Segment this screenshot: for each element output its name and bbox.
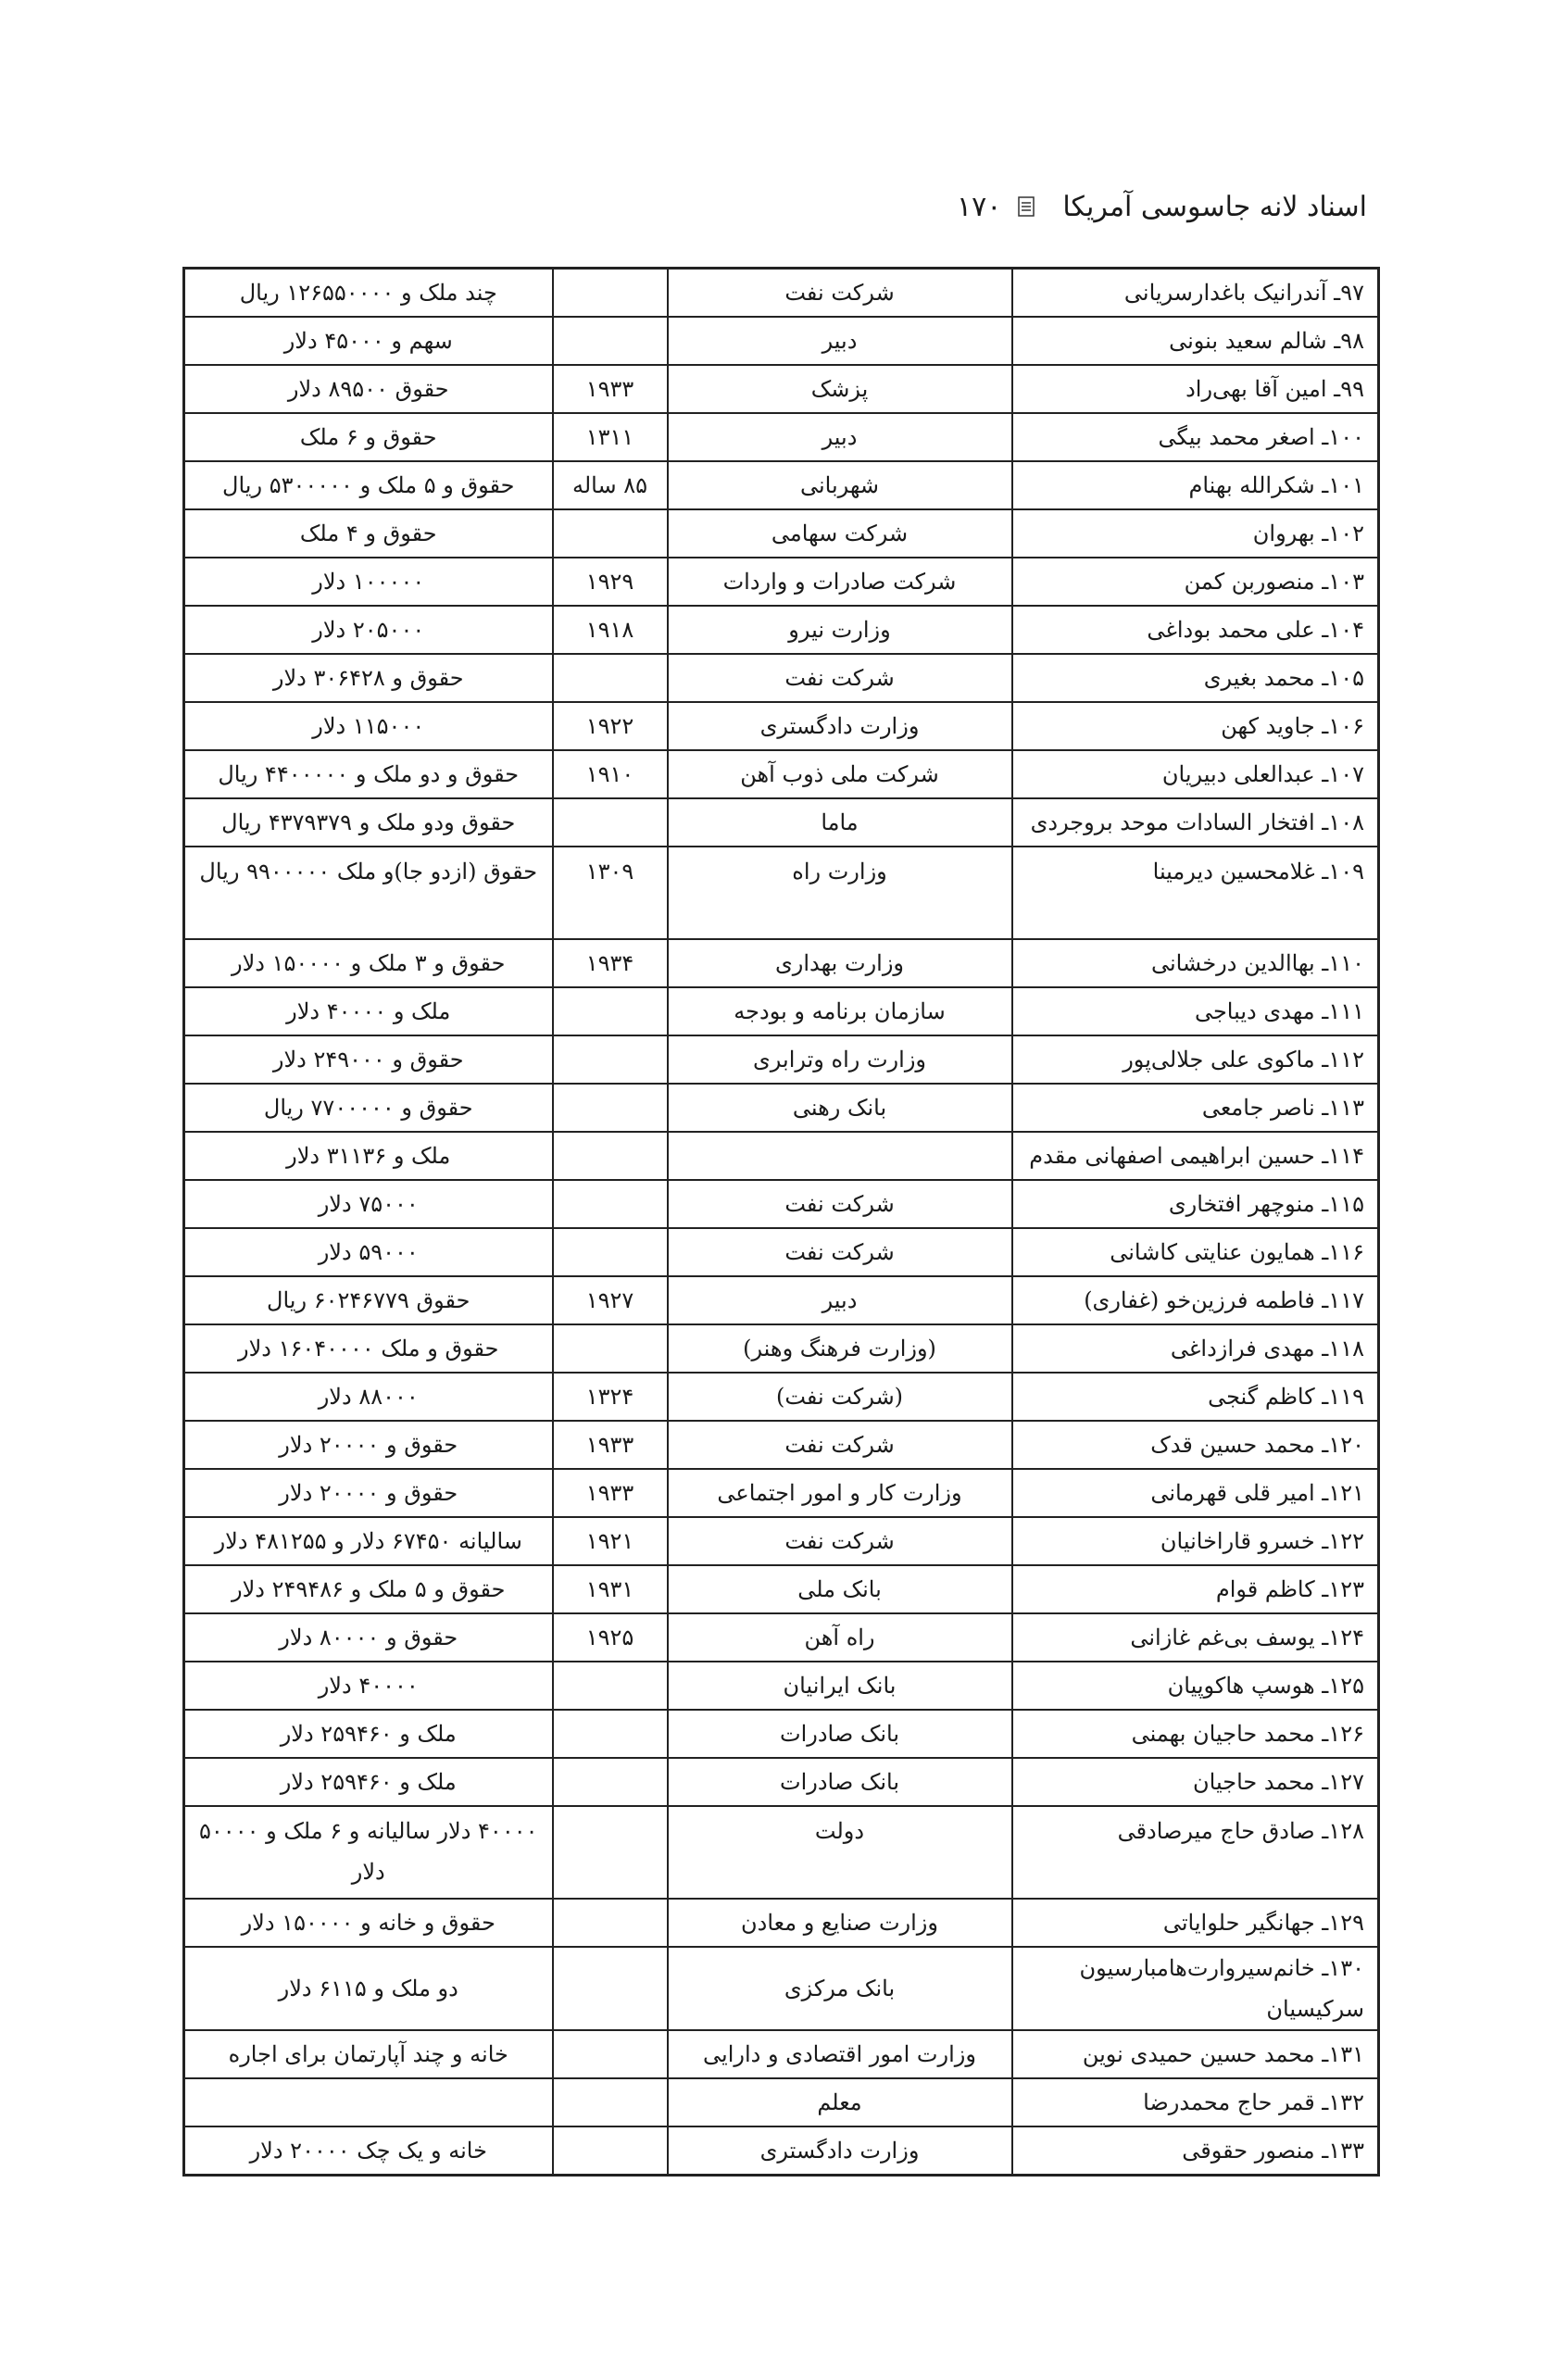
year-cell (553, 987, 668, 1035)
name-cell: ۱۱۶ـ همایون عنایتی کاشانی (1012, 1228, 1379, 1276)
name-cell: ۱۱۲ـ ماکوی علی جلالی‌پور (1012, 1035, 1379, 1084)
name-cell: ۱۲۰ـ محمد حسین قدک (1012, 1421, 1379, 1469)
name-cell: ۱۲۲ـ خسرو قاراخانیان (1012, 1517, 1379, 1565)
document-title: اسناد لانه جاسوسی آمریکا (1062, 190, 1367, 223)
assets-cell (184, 2078, 553, 2126)
organization-cell: وزارت صنایع و معادن (668, 1899, 1012, 1947)
organization-cell: شرکت ملی ذوب آهن (668, 750, 1012, 798)
table-row (184, 606, 1379, 654)
organization-cell: بانک رهنی (668, 1084, 1012, 1132)
name-cell: ۱۱۱ـ مهدی دیباجی (1012, 987, 1379, 1035)
table-row (184, 1180, 1379, 1228)
table-row (184, 269, 1379, 318)
year-cell (553, 509, 668, 558)
assets-cell: ۱۱۵۰۰۰ دلار (184, 702, 553, 750)
assets-cell: ۵۹۰۰۰ دلار (184, 1228, 553, 1276)
organization-cell: (شرکت نفت) (668, 1373, 1012, 1421)
organization-cell: وزارت کار و امور اجتماعی (668, 1469, 1012, 1517)
name-cell: ۱۰۷ـ عبدالعلی دبیریان (1012, 750, 1379, 798)
table-row (184, 1613, 1379, 1662)
table-row (184, 2030, 1379, 2078)
table-row (184, 1084, 1379, 1132)
table-row (184, 1132, 1379, 1180)
name-cell: ۱۲۳ـ کاظم قوام (1012, 1565, 1379, 1613)
table-row (184, 1373, 1379, 1421)
organization-cell: شرکت نفت (668, 1180, 1012, 1228)
assets-cell: ۴۰۰۰۰ دلار (184, 1662, 553, 1710)
assets-cell: ۴۰۰۰۰ دلار سالیانه و ۶ ملک و ۵۰۰۰۰ دلار (184, 1806, 553, 1899)
year-cell (553, 269, 668, 318)
organization-cell: شرکت نفت (668, 1421, 1012, 1469)
assets-cell: سالیانه ۶۷۴۵۰ دلار و ۴۸۱۲۵۵ دلار (184, 1517, 553, 1565)
assets-cell: حقوق و ۳ ملک و ۱۵۰۰۰۰ دلار (184, 939, 553, 987)
assets-cell: حقوق و ۲۰۰۰۰ دلار (184, 1421, 553, 1469)
organization-cell: شرکت نفت (668, 654, 1012, 702)
assets-cell: ملک و ۴۰۰۰۰ دلار (184, 987, 553, 1035)
table-row (184, 1035, 1379, 1084)
table-row (184, 1899, 1379, 1947)
table-row (184, 1324, 1379, 1373)
table-row (184, 750, 1379, 798)
table-row (184, 939, 1379, 987)
assets-cell: ملک و ۲۵۹۴۶۰ دلار (184, 1710, 553, 1758)
organization-cell: وزارت راه وترابری (668, 1035, 1012, 1084)
year-cell: ۱۹۲۵ (553, 1613, 668, 1662)
assets-cell: ملک و ۳۱۱۳۶ دلار (184, 1132, 553, 1180)
year-cell (553, 2126, 668, 2176)
year-cell: ۱۹۱۸ (553, 606, 668, 654)
assets-cell: حقوق و ۲۴۹۰۰۰ دلار (184, 1035, 553, 1084)
table-row (184, 509, 1379, 558)
table-row (184, 2126, 1379, 2176)
year-cell (553, 2030, 668, 2078)
name-cell: ۱۱۵ـ منوچهر افتخاری (1012, 1180, 1379, 1228)
records-table (182, 267, 1377, 2177)
year-cell (553, 1132, 668, 1180)
year-cell: ۱۳۰۹ (553, 847, 668, 939)
organization-cell: شرکت نفت (668, 269, 1012, 318)
year-cell (553, 1035, 668, 1084)
assets-cell: حقوق (ازدو جا)و ملک ۹۹۰۰۰۰۰ ریال (184, 847, 553, 939)
table-row (184, 1469, 1379, 1517)
year-cell: ۱۹۲۲ (553, 702, 668, 750)
page-number: ۱۷۰ (957, 190, 1002, 223)
assets-cell: ۱۰۰۰۰۰ دلار (184, 558, 553, 606)
assets-cell: دو ملک و ۶۱۱۵ دلار (184, 1947, 553, 2030)
table-row (184, 1421, 1379, 1469)
assets-cell: سهم و ۴۵۰۰۰ دلار (184, 317, 553, 365)
assets-cell: حقوق و ملک ۱۶۰۴۰۰۰۰ دلار (184, 1324, 553, 1373)
year-cell: ۱۹۳۴ (553, 939, 668, 987)
year-cell (553, 1228, 668, 1276)
assets-cell: ملک و ۲۵۹۴۶۰ دلار (184, 1758, 553, 1806)
organization-cell: شرکت نفت (668, 1517, 1012, 1565)
name-cell: ۱۳۲ـ قمر حاج محمدرضا (1012, 2078, 1379, 2126)
year-cell (553, 1899, 668, 1947)
table-row (184, 558, 1379, 606)
name-cell: ۱۲۵ـ هوسپ هاکوپیان (1012, 1662, 1379, 1710)
organization-cell: وزارت امور اقتصادی و دارایی (668, 2030, 1012, 2078)
name-cell: ۱۱۰ـ بهاالدین درخشانی (1012, 939, 1379, 987)
year-cell: ۱۳۱۱ (553, 413, 668, 461)
year-cell: ۱۹۲۹ (553, 558, 668, 606)
table-row (184, 1662, 1379, 1710)
name-cell: ۱۰۱ـ شکرالله بهنام (1012, 461, 1379, 509)
name-cell: ۱۲۷ـ محمد حاجیان (1012, 1758, 1379, 1806)
organization-cell: دبیر (668, 1276, 1012, 1324)
organization-cell (668, 1132, 1012, 1180)
table-row (184, 461, 1379, 509)
year-cell: ۱۹۲۷ (553, 1276, 668, 1324)
organization-cell: دبیر (668, 413, 1012, 461)
name-cell: ۹۸ـ شالم سعید بنونی (1012, 317, 1379, 365)
assets-cell: حقوق و ۷۷۰۰۰۰۰ ریال (184, 1084, 553, 1132)
name-cell: ۹۹ـ امین آقا بهی‌راد (1012, 365, 1379, 413)
assets-cell: حقوق و ۸۰۰۰۰ دلار (184, 1613, 553, 1662)
assets-cell: حقوق ۶۰۲۴۶۷۷۹ ریال (184, 1276, 553, 1324)
name-cell: ۱۳۰ـ خانم‌سیروارت‌هامبارسیون سرکیسیان (1012, 1947, 1379, 2030)
name-cell: ۱۰۴ـ علی محمد بوداغی (1012, 606, 1379, 654)
organization-cell: وزارت بهداری (668, 939, 1012, 987)
organization-cell: شهربانی (668, 461, 1012, 509)
name-cell: ۱۲۸ـ صادق حاج میرصادقی (1012, 1806, 1379, 1899)
name-cell: ۹۷ـ آندرانیک باغدارسریانی (1012, 269, 1379, 318)
table-row (184, 1228, 1379, 1276)
table-row (184, 1565, 1379, 1613)
name-cell: ۱۳۳ـ منصور حقوقی (1012, 2126, 1379, 2176)
name-cell: ۱۲۹ـ جهانگیر حلوایاتی (1012, 1899, 1379, 1947)
organization-cell: بانک ایرانیان (668, 1662, 1012, 1710)
year-cell (553, 1324, 668, 1373)
year-cell (553, 1947, 668, 2030)
table-row (184, 2078, 1379, 2126)
name-cell: ۱۰۲ـ بهروان (1012, 509, 1379, 558)
assets-cell: حقوق و دو ملک و ۴۴۰۰۰۰۰ ریال (184, 750, 553, 798)
organization-cell: وزارت دادگستری (668, 2126, 1012, 2176)
table-row (184, 1276, 1379, 1324)
organization-cell: دولت (668, 1806, 1012, 1899)
year-cell (553, 317, 668, 365)
table-row (184, 1710, 1379, 1758)
year-cell: ۱۹۳۳ (553, 365, 668, 413)
table-row (184, 413, 1379, 461)
name-cell: ۱۱۴ـ حسین ابراهیمی اصفهانی مقدم (1012, 1132, 1379, 1180)
table-row (184, 365, 1379, 413)
year-cell (553, 798, 668, 847)
assets-cell: حقوق و ۲۰۰۰۰ دلار (184, 1469, 553, 1517)
name-cell: ۱۱۷ـ فاطمه فرزین‌خو (غفاری) (1012, 1276, 1379, 1324)
year-cell (553, 1710, 668, 1758)
assets-cell: خانه و یک چک ۲۰۰۰۰ دلار (184, 2126, 553, 2176)
name-cell: ۱۱۸ـ مهدی فرازداغی (1012, 1324, 1379, 1373)
assets-cell: ۷۵۰۰۰ دلار (184, 1180, 553, 1228)
name-cell: ۱۲۱ـ امیر قلی قهرمانی (1012, 1469, 1379, 1517)
assets-cell: حقوق و خانه و ۱۵۰۰۰۰ دلار (184, 1899, 553, 1947)
name-cell: ۱۰۳ـ منصوربن کمن (1012, 558, 1379, 606)
organization-cell: دبیر (668, 317, 1012, 365)
organization-cell: شرکت نفت (668, 1228, 1012, 1276)
year-cell: ۱۹۳۱ (553, 1565, 668, 1613)
name-cell: ۱۰۶ـ جاوید کهن (1012, 702, 1379, 750)
assets-cell: حقوق و ۴ ملک (184, 509, 553, 558)
assets-cell: چند ملک و ۱۲۶۵۵۰۰۰۰ ریال (184, 269, 553, 318)
name-cell: ۱۰۸ـ افتخار السادات موحد بروجردی (1012, 798, 1379, 847)
assets-cell: حقوق و ۵ ملک و ۲۴۹۴۸۶ دلار (184, 1565, 553, 1613)
year-cell: ۱۹۳۳ (553, 1469, 668, 1517)
name-cell: ۱۰۰ـ اصغر محمد بیگی (1012, 413, 1379, 461)
organization-cell: ماما (668, 798, 1012, 847)
organization-cell: وزارت دادگستری (668, 702, 1012, 750)
organization-cell: شرکت صادرات و واردات (668, 558, 1012, 606)
organization-cell: وزارت راه (668, 847, 1012, 939)
year-cell (553, 1662, 668, 1710)
table-row (184, 654, 1379, 702)
name-cell: ۱۲۴ـ یوسف بی‌غم غازانی (1012, 1613, 1379, 1662)
organization-cell: شرکت سهامی (668, 509, 1012, 558)
name-cell: ۱۱۳ـ ناصر جامعی (1012, 1084, 1379, 1132)
organization-cell: سازمان برنامه و بودجه (668, 987, 1012, 1035)
year-cell: ۱۳۲۴ (553, 1373, 668, 1421)
table-row (184, 1517, 1379, 1565)
assets-cell: حقوق و ۶ ملک (184, 413, 553, 461)
table-row (184, 1947, 1379, 2030)
assets-cell: حقوق و ۳۰۶۴۲۸ دلار (184, 654, 553, 702)
document-icon (1018, 196, 1035, 217)
assets-cell: حقوق ۸۹۵۰۰ دلار (184, 365, 553, 413)
table-row (184, 987, 1379, 1035)
organization-cell: پزشک (668, 365, 1012, 413)
assets-cell: ۸۸۰۰۰ دلار (184, 1373, 553, 1421)
table-row (184, 702, 1379, 750)
year-cell (553, 654, 668, 702)
assets-cell: حقوق ودو ملک و ۴۳۷۹۳۷۹ ریال (184, 798, 553, 847)
year-cell (553, 1084, 668, 1132)
organization-cell: بانک صادرات (668, 1758, 1012, 1806)
organization-cell: بانک مرکزی (668, 1947, 1012, 2030)
year-cell (553, 2078, 668, 2126)
organization-cell: بانک صادرات (668, 1710, 1012, 1758)
name-cell: ۱۱۹ـ کاظم گنجی (1012, 1373, 1379, 1421)
name-cell: ۱۲۶ـ محمد حاجیان بهمنی (1012, 1710, 1379, 1758)
year-cell (553, 1806, 668, 1899)
assets-cell: حقوق و ۵ ملک و ۵۳۰۰۰۰۰ ریال (184, 461, 553, 509)
assets-cell: خانه و چند آپارتمان برای اجاره (184, 2030, 553, 2078)
organization-cell: معلم (668, 2078, 1012, 2126)
page-header (219, 183, 1367, 230)
year-cell (553, 1758, 668, 1806)
name-cell: ۱۰۹ـ غلامحسین دیرمینا (1012, 847, 1379, 939)
year-cell: ۱۹۱۰ (553, 750, 668, 798)
year-cell: ۸۵ ساله (553, 461, 668, 509)
table-row (184, 317, 1379, 365)
year-cell: ۱۹۳۳ (553, 1421, 668, 1469)
organization-cell: راه آهن (668, 1613, 1012, 1662)
table-row (184, 798, 1379, 847)
organization-cell: وزارت نیرو (668, 606, 1012, 654)
name-cell: ۱۰۵ـ محمد بغیری (1012, 654, 1379, 702)
organization-cell: (وزارت فرهنگ وهنر) (668, 1324, 1012, 1373)
name-cell: ۱۳۱ـ محمد حسین حمیدی نوین (1012, 2030, 1379, 2078)
table-row (184, 1806, 1379, 1899)
year-cell: ۱۹۲۱ (553, 1517, 668, 1565)
organization-cell: بانک ملی (668, 1565, 1012, 1613)
year-cell (553, 1180, 668, 1228)
table-row (184, 1758, 1379, 1806)
assets-cell: ۲۰۵۰۰۰ دلار (184, 606, 553, 654)
table-row (184, 847, 1379, 939)
